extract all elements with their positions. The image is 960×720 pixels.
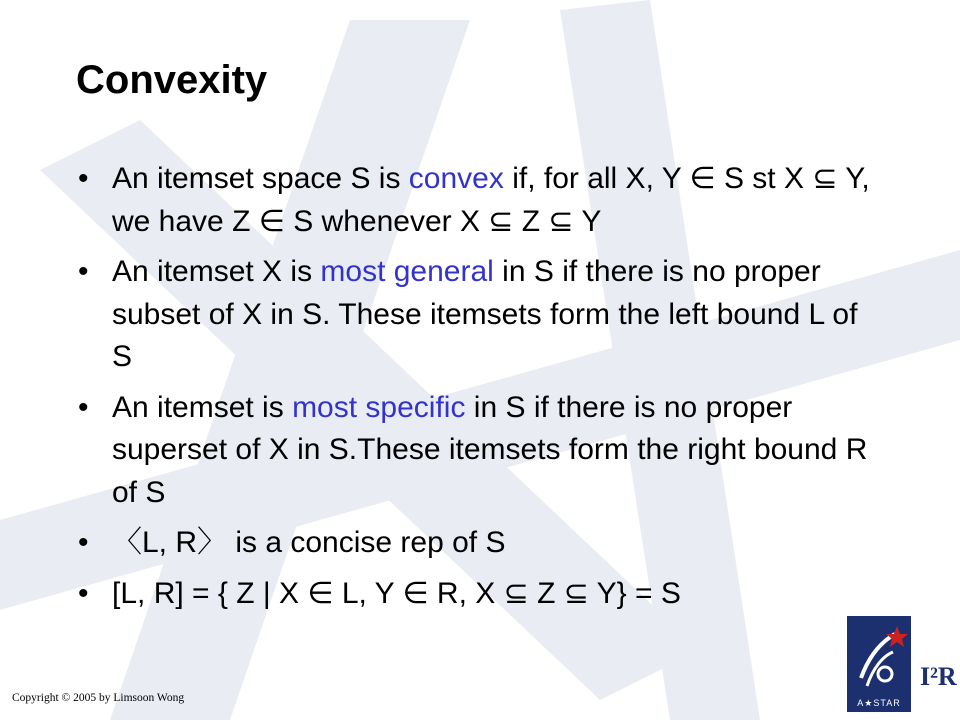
bullet-text: 〈L, R〉 is a concise rep of S: [112, 526, 506, 559]
bullet-text: An itemset X is: [112, 255, 321, 288]
bullet-list: [72, 158, 872, 623]
astar-logo-text: A★STAR: [857, 698, 901, 708]
bullet-text: if, for all X, Y ∈ S st X ⊆ Y, we have Z ∈ S whenever X ⊆ Z ⊆ Y: [112, 162, 870, 238]
bullet-most-general: [72, 251, 872, 379]
bullet-dot: •: [78, 255, 89, 288]
bullet-dot: •: [78, 390, 89, 424]
bullet-text: [L, R] = { Z | X ∈ L, Y ∈ R, X ⊆ Z ⊆ Y} = S: [112, 576, 681, 610]
bullet-dot: •: [78, 576, 89, 610]
bullet-convex: [72, 158, 872, 243]
copyright-notice: Copyright © 2005 by Limsoon Wong: [12, 692, 185, 704]
bullet-dot: •: [78, 526, 89, 559]
bullet-interval: [72, 573, 872, 616]
bullet-text: An itemset space S is: [112, 162, 409, 195]
term-convex: convex: [408, 162, 504, 195]
bullet-dot: •: [78, 162, 89, 195]
bullet-text: An itemset is: [112, 390, 293, 424]
bullet-text: in S if there is no proper subset of X in S. These itemsets form the left bound L of S: [112, 255, 858, 373]
bullet-most-specific: [72, 387, 872, 515]
slide-title: Convexity: [76, 58, 268, 102]
i2r-logo: I²R: [920, 662, 957, 691]
bullet-text: in S if there is no proper superset of X in S.These itemsets form the right bound R of S: [112, 390, 868, 509]
term-most-general: most general: [320, 255, 494, 288]
astar-logo: [847, 616, 911, 712]
bullet-concise-rep: [72, 522, 872, 565]
term-most-specific: most specific: [292, 390, 466, 424]
